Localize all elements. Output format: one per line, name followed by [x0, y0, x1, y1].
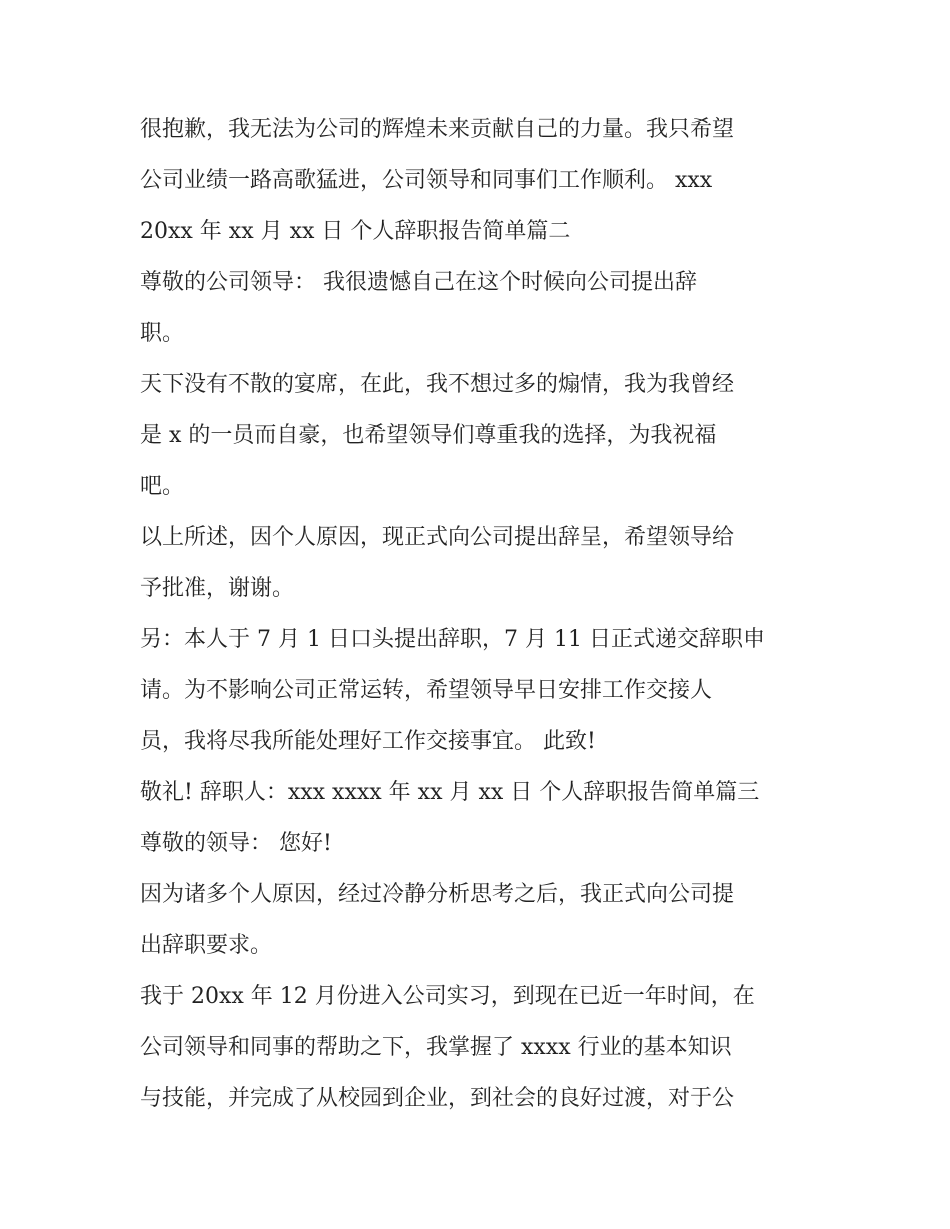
text-line: 天下没有不散的宴席，在此，我不想过多的煽情，我为我曾经: [140, 372, 735, 397]
text-line: 是 x 的一员而自豪，也希望领导们尊重我的选择，为我祝福: [140, 423, 717, 448]
text-line: 很抱歉，我无法为公司的辉煌未来贡献自己的力量。我只希望: [140, 117, 735, 142]
text-line: 出辞职要求。: [140, 933, 273, 958]
document-body: [140, 104, 830, 1124]
text-line: 公司业绩一路高歌猛进，公司领导和同事们工作顺利。 xxx: [140, 168, 713, 193]
text-line: 予批准，谢谢。: [140, 576, 295, 601]
text-line: 公司领导和同事的帮助之下，我掌握了 xxxx 行业的基本知识: [140, 1035, 732, 1060]
text-line: 另：本人于 7 月 1 日口头提出辞职，7 月 11 日正式递交辞职申: [140, 627, 765, 652]
text-line: 20xx 年 xx 月 xx 日 个人辞职报告简单篇二: [140, 219, 571, 244]
text-line: 请。为不影响公司正常运转，希望领导早日安排工作交接人: [140, 678, 713, 703]
text-line: 吧。: [140, 474, 185, 499]
text-line: 以上所述，因个人原因，现正式向公司提出辞呈，希望领导给: [140, 525, 735, 550]
text-line: 与技能，并完成了从校园到企业，到社会的良好过渡，对于公: [140, 1086, 735, 1111]
text-line: 敬礼! 辞职人：xxx xxxx 年 xx 月 xx 日 个人辞职报告简单篇三: [140, 780, 760, 805]
text-line: 我于 20xx 年 12 月份进入公司实习，到现在已近一年时间，在: [140, 984, 755, 1009]
text-line: 职。: [140, 321, 185, 346]
text-line: 员，我将尽我所能处理好工作交接事宜。 此致!: [140, 729, 596, 754]
text-line: 尊敬的领导： 您好!: [140, 831, 332, 856]
text-line: 尊敬的公司领导： 我很遗憾自己在这个时候向公司提出辞: [140, 270, 697, 295]
text-line: 因为诸多个人原因，经过冷静分析思考之后，我正式向公司提: [140, 882, 735, 907]
